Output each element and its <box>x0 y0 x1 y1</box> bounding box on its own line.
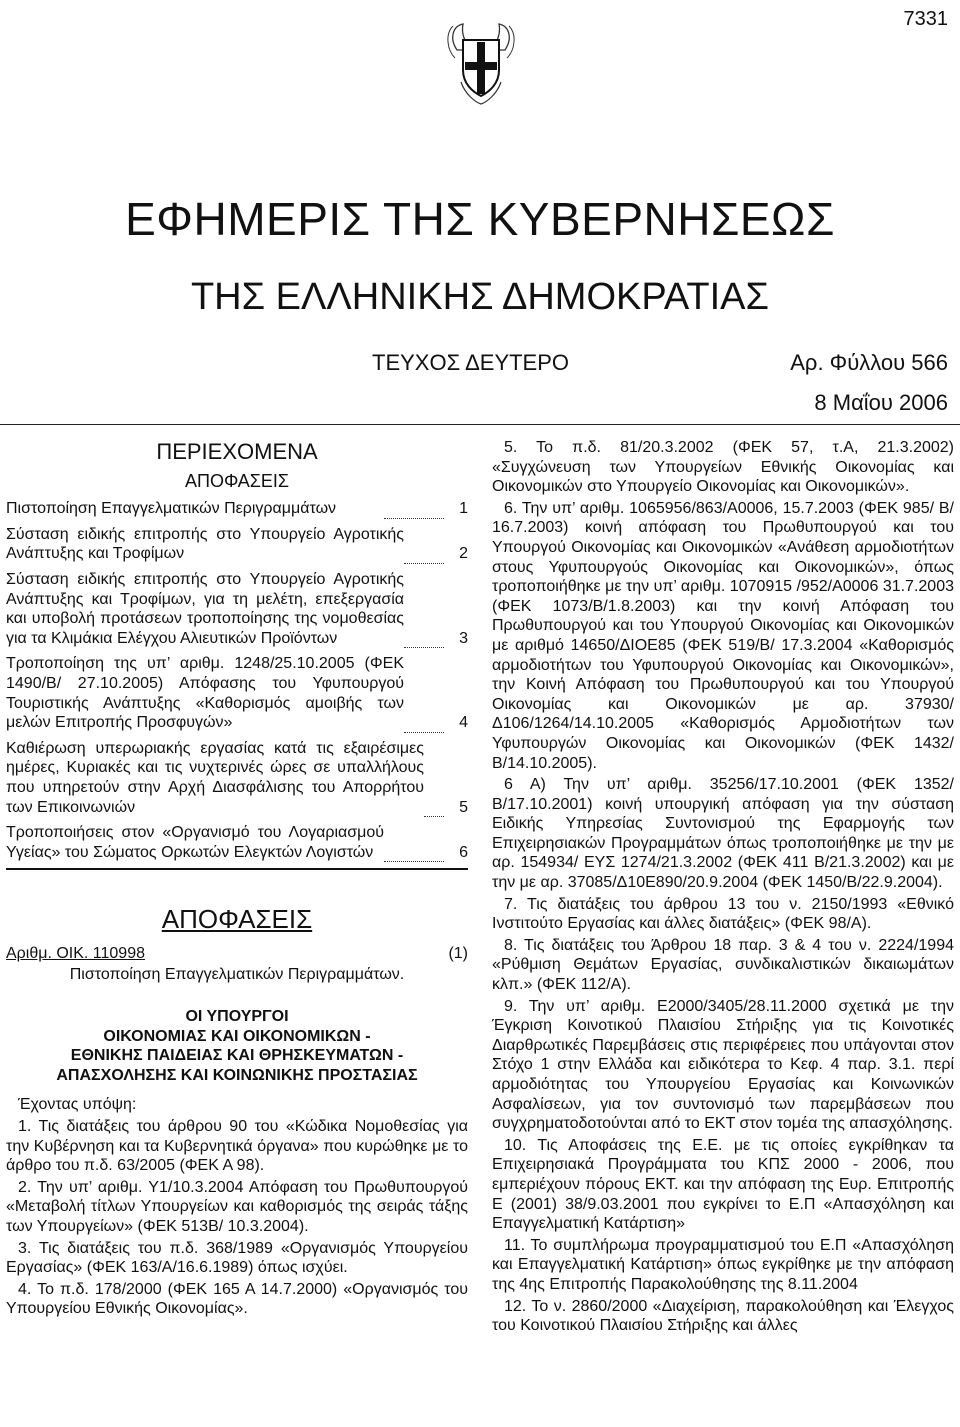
paragraph: 1. Τις διατάξεις του άρθρου 90 του «Κώδικα Νομοθεσίας για την Κυβέρνηση και τα Κυβερνητικά όργανα» που κυρώθηκε με το άρθρο του π.δ. 63/2005 (ΦΕΚ Α 98). <box>6 1118 468 1175</box>
toc-item[interactable]: Σύσταση ειδικής επιτροπής στο Υπουργείο Αγροτικής Ανάπτυξης και Τροφίμων 2 <box>6 525 468 563</box>
paragraph: 10. Τις Αποφάσεις της Ε.Ε. με τις οποίες εγκρίθηκαν τα Επιχειρησιακά Προγράμματα του ΚΠΣ 2000 - 2006, που εμπεριέχουν πόρους ΕΚΤ. και την απόφαση της Ευρ. Επιτροπής Ε (2001) 38/9.03.2001 που εγκρίνει το Ε.Π «Απασχόληση και Επαγγελματική Κατάρτιση» <box>492 1136 954 1233</box>
issue-date: 8 Μαΐου 2006 <box>814 390 948 415</box>
decisions-heading: ΑΠΟΦΑΣΕΙΣ <box>161 904 313 935</box>
toc-item[interactable]: Τροποποιήσεις στον «Οργανισμό του Λογαριασμού Υγείας» του Σώματος Ορκωτών Ελεγκτών Λογιστών 6 <box>6 824 468 861</box>
paragraph: 5. Το π.δ. 81/20.3.2002 (ΦΕΚ 57, τ.Α, 21.3.2002) «Συγχώνευση των Υπουργείων Εθνικής Οικονομίας και Οικονομικών στο Υπουργείο Οικονομίας και Οικονομικών». <box>492 439 954 496</box>
header-divider <box>0 424 960 425</box>
greek-coat-of-arms-icon <box>443 20 519 106</box>
toc-item[interactable]: Σύσταση ειδικής επιτροπής στο Υπουργείο Αγροτικής Ανάπτυξης και Τροφίμων, για τη μελέτη, επεξεργασία και υποβολή προτάσεων τροποποίησης της νομοθεσίας για τα Κλιμάκια Ελέγχου Αλιευτικών Προϊόντων 3 <box>6 570 468 647</box>
paragraph: 11. Το συμπλήρωμα προγραμματισμού του Ε.Π «Απασχόληση και Επαγγελματική Κατάρτιση» όπως εγκρίθηκε με την απόφαση της 4ης Επιτροπής Παρακολούθησης της 8.11.2004 <box>492 1236 954 1293</box>
left-column <box>6 438 468 1321</box>
decision-index: (1) <box>448 944 468 962</box>
right-column <box>492 438 954 1338</box>
sheet-number: Αρ. Φύλλου 566 <box>790 350 948 375</box>
toc-section-heading: ΑΠΟΦΑΣΕΙΣ <box>184 470 290 491</box>
toc-divider <box>6 868 468 870</box>
paragraph: 3. Τις διατάξεις του π.δ. 368/1989 «Οργανισμός Υπουργείου Εργασίας» (ΦΕΚ 163/Α/16.6.1989) όπως ισχύει. <box>6 1239 468 1277</box>
gazette-subtitle: ΤΗΣ ΕΛΛΗΝΙΚΗΣ ΔΗΜΟΚΡΑΤΙΑΣ <box>190 276 770 318</box>
paragraph: 6. Την υπ’ αριθμ. 1065956/863/Α0006, 15.7.2003 (ΦΕΚ 985/ Β/ 16.7.2003) κοινή απόφαση του Πρωθυπουργού και του Υπουργού Οικονομίας και Οικονομικών «Ανάθεση αρμοδιοτήτων στους Υφυπουργούς Οικονομίας και Οικονομικών», όπως τροποποιήθηκε με την υπ’ αριθμ. 1070915 /952/Α0006 31.7.2003 (ΦΕΚ 1073/Β/1.8.2003) και την κοινή Απόφαση του Πρωθυπουργού και του Υπουργού Οικονομίας και Οικονομικών με αριθμό 14650/ΔΙΟΕ85 (ΦΕΚ 519/Β/ 17.3.2004 «Καθορισμός αρμοδιοτήτων του Υφυπουργού Οικονομίας και Οικονομικών», την Κοινή Απόφαση του Πρωθυπουργού και του Υπουργού Οικονομίας και Οικονομικών με αρ. 37930/Δ106/1264/14.10.2005 «Καθορισμός Αρμοδιοτήτων των Υφυπουργών Οικονομίας και Οικονομικών (ΦΕΚ 1432/Β/14.10.2005). <box>492 499 954 772</box>
considering-label: Έχοντας υπόψη: <box>18 1096 137 1114</box>
decision-subject: Πιστοποίηση Επαγγελματικών Περιγραμμάτων. <box>69 966 405 984</box>
paragraph: 8. Τις διατάξεις του Άρθρου 18 παρ. 3 & 4 του ν. 2224/1994 «Ρύθμιση Θεμάτων Εργασίας, συνδικαλιστικών δικαιωμάτων κλπ.» (ΦΕΚ 112/Α). <box>492 936 954 994</box>
toc-item[interactable]: Πιστοποίηση Επαγγελματικών Περιγραμμάτων 1 <box>6 500 468 518</box>
paragraph: 6 Α) Την υπ’ αριθμ. 35256/17.10.2001 (ΦΕΚ 1352/Β/17.10.2001) κοινή υπουργική απόφαση για την σύσταση Ειδικής Υπηρεσίας Συντονισμού της Εφαρμογής των Επιχειρησιακών Προγραμμάτων όπως τροποποιήθηκε με την με αρ. 154934/ ΕΥΣ 1274/21.3.2002 (ΦΕΚ 411 Β/21.3.2002) και με την με αρ. 37085/Δ10Ε890/20.9.2004 (ΦΕΚ 1450/Β/22.9.2004). <box>492 776 954 892</box>
paragraph: 2. Την υπ’ αριθμ. Υ1/10.3.2004 Απόφαση του Πρωθυπουργού «Μεταβολή τίτλων Υπουργείων και καθορισμός της σειράς τάξης των Υπουργείων» (ΦΕΚ 513Β/ 10.3.2004). <box>6 1178 468 1235</box>
toc-item[interactable]: Τροποποίηση της υπ’ αριθμ. 1248/25.10.2005 (ΦΕΚ 1490/Β/ 27.10.2005) Απόφασης του Υφυπουργού Τουριστικής Ανάπτυξης «Καθορισμός αμοιβής των μελών Επιτροπής Προσφυγών» 4 <box>6 655 468 732</box>
paragraph: 12. Το ν. 2860/2000 «Διαχείριση, παρακολούθηση και Έλεγχος του Κοινοτικού Πλαισίου Στήριξης και άλλες <box>492 1297 954 1335</box>
paragraph: 4. Το π.δ. 178/2000 (ΦΕΚ 165 Α 14.7.2000) «Οργανισμός του Υπουργείου Εθνικής Οικονομίας». <box>6 1280 468 1318</box>
gazette-title: ΕΦΗΜΕΡΙΣ ΤΗΣ ΚΥΒΕΡΝΗΣΕΩΣ <box>125 193 835 245</box>
toc-heading: ΠΕΡΙΕΧΟΜΕΝΑ <box>156 439 318 464</box>
issue-label: ΤΕΥΧΟΣ ΔΕΥΤΕΡΟ <box>372 350 570 375</box>
page-number: 7331 <box>903 8 948 30</box>
toc-list <box>6 499 468 862</box>
paragraph: 9. Την υπ’ αριθμ. Ε2000/3405/28.11.2000 σχετικά με την Έγκριση Κοινοτικού Πλαισίου Στήριξης για τις Κοινοτικές Διαρθρωτικές Παρεμβάσεις στις περιφέρειες που υπάγονται στον Στόχο 1 στην Ελλάδα και ειδικότερα το Κεφ. 4 παρ. 3.1. περί αρμοδιότητας του Υπουργείου Εργασίας και Κοινωνικών Ασφαλίσεων, για τον συντονισμό των παρεμβάσεων που συγχρηματοδοτούνται από το ΕΚΤ στον τομέα της απασχόλησης. <box>492 997 954 1133</box>
ministers-block: ΟΙ ΥΠΟΥΡΓΟΙ ΟΙΚΟΝΟΜΙΑΣ ΚΑΙ ΟΙΚΟΝΟΜΙΚΩΝ - ΕΘΝΙΚΗΣ ΠΑΙΔΕΙΑΣ ΚΑΙ ΘΡΗΣΚΕΥΜΑΤΩΝ - ΑΠΑΣΧΟΛΗΣΗΣ ΚΑΙ ΚΟΙΝΩΝΙΚΗΣ ΠΡΟΣΤΑΣΙΑΣ <box>56 1008 418 1084</box>
decision-number-row <box>6 944 468 964</box>
decision-number: Αριθμ. ΟΙΚ. 110998 <box>6 944 145 962</box>
paragraph: 7. Τις διατάξεις του άρθρου 13 του ν. 2150/1993 «Εθνικό Ινστιτούτο Εργασίας και άλλες διατάξεις» (ΦΕΚ 98/Α). <box>492 895 954 933</box>
toc-item[interactable]: Καθιέρωση υπερωριακής εργασίας κατά τις εξαιρέσιμες ημέρες, Κυριακές και τις νυχτερινές ώρες σε υπαλλήλους που υπηρετούν στην Αρχή Διασφάλισης του Απορρήτου των Επικοινωνιών 5 <box>6 739 468 816</box>
